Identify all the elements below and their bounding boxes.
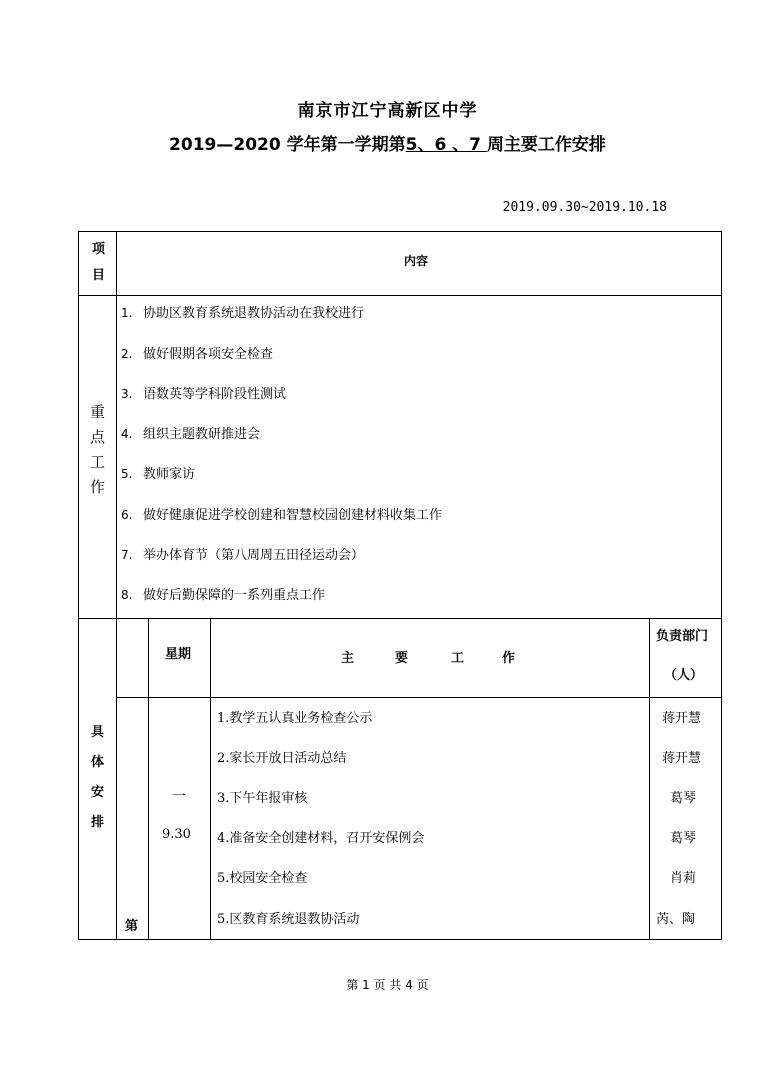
page-footer: 第 1 页 共 4 页 xyxy=(346,978,429,992)
header-main-work-char: 工 xyxy=(451,651,465,666)
row-divider-subheader xyxy=(116,697,721,698)
key-work-label-char: 作 xyxy=(89,478,105,496)
task-owner: 葛琴 xyxy=(670,831,697,846)
task-item: 4.准备安全创建材料，召开安保例会 xyxy=(217,831,425,846)
item-text: 教师家访 xyxy=(143,467,196,482)
col-divider-item xyxy=(116,232,117,939)
day-date: 9.30 xyxy=(162,827,191,842)
task-item: 2.家长开放日活动总结 xyxy=(217,751,347,766)
header-main-work-char: 作 xyxy=(502,651,516,666)
item-number: 7. xyxy=(121,548,133,562)
item-number: 5. xyxy=(121,467,133,481)
key-work-label xyxy=(79,400,116,500)
header-dept-bottom: （人） xyxy=(664,668,704,683)
item-number: 4. xyxy=(121,427,133,441)
subtitle-prefix: 2019—2020 学年第一学期第 xyxy=(169,135,406,155)
item-number: 1. xyxy=(121,306,133,320)
key-work-item xyxy=(121,343,273,362)
key-work-item xyxy=(121,302,364,321)
schedule-label xyxy=(79,718,116,838)
schedule-label-char: 体 xyxy=(90,755,104,770)
week-label: 第 xyxy=(125,919,139,934)
item-text: 做好假期各项安全检查 xyxy=(143,347,274,362)
task-item: 1.教学五认真业务检查公示 xyxy=(217,711,373,726)
document-subtitle xyxy=(0,130,775,155)
subtitle-suffix: 周主要工作安排 xyxy=(486,135,606,155)
key-work-label-char: 工 xyxy=(89,453,105,471)
day-name: 一 xyxy=(172,789,186,805)
item-text: 做好健康促进学校创建和智慧校园创建材料收集工作 xyxy=(143,508,443,523)
item-number: 6. xyxy=(121,508,133,522)
key-work-item xyxy=(121,544,364,563)
col-divider-day xyxy=(210,619,211,939)
col-divider-dept xyxy=(649,619,650,939)
key-work-item xyxy=(121,584,325,603)
item-number: 3. xyxy=(121,387,133,401)
task-owner: 蒋开慧 xyxy=(662,711,702,726)
header-item-bottom: 目 xyxy=(92,268,106,283)
row-divider-keywork xyxy=(79,618,721,619)
key-work-label-char: 重 xyxy=(89,403,105,421)
task-owner: 肖莉 xyxy=(670,871,697,886)
task-item: 5.校园安全检查 xyxy=(217,871,308,886)
key-work-label-char: 点 xyxy=(89,428,105,446)
header-content: 内容 xyxy=(404,254,429,268)
task-owner: 芮、陶 xyxy=(656,912,696,927)
item-text: 语数英等学科阶段性测试 xyxy=(143,387,287,402)
schedule-label-char: 排 xyxy=(90,815,104,830)
header-day: 星期 xyxy=(165,647,192,662)
header-item-top: 项 xyxy=(92,242,106,257)
schedule-label-char: 安 xyxy=(90,785,104,800)
key-work-item xyxy=(121,423,260,442)
task-owner: 葛琴 xyxy=(670,791,697,806)
item-number: 8. xyxy=(121,588,133,602)
item-text: 协助区教育系统退教协活动在我校进行 xyxy=(143,306,365,321)
date-range: 2019.09.30~2019.10.18 xyxy=(502,200,667,215)
header-main-work-char: 主 xyxy=(341,651,355,666)
item-text: 举办体育节（第八周周五田径运动会） xyxy=(143,548,365,563)
key-work-item xyxy=(121,383,286,402)
item-text: 做好后勤保障的一系列重点工作 xyxy=(143,588,326,603)
row-divider-header xyxy=(79,295,721,296)
school-title: 南京市江宁高新区中学 xyxy=(297,101,478,121)
col-divider-week xyxy=(148,619,149,939)
key-work-item xyxy=(121,504,442,523)
task-item: 5.区教育系统退教协活动 xyxy=(217,912,360,927)
header-main-work-char: 要 xyxy=(395,651,409,666)
subtitle-weeks: 5、6 、7 xyxy=(405,135,487,155)
schedule-table xyxy=(78,231,722,940)
task-owner: 蒋开慧 xyxy=(662,751,702,766)
key-work-item xyxy=(121,463,195,482)
schedule-label-char: 具 xyxy=(90,725,104,740)
item-number: 2. xyxy=(121,347,133,361)
task-item: 3.下午年报审核 xyxy=(217,791,308,806)
header-dept-top: 负责部门 xyxy=(656,629,709,644)
item-text: 组织主题教研推进会 xyxy=(143,427,261,442)
